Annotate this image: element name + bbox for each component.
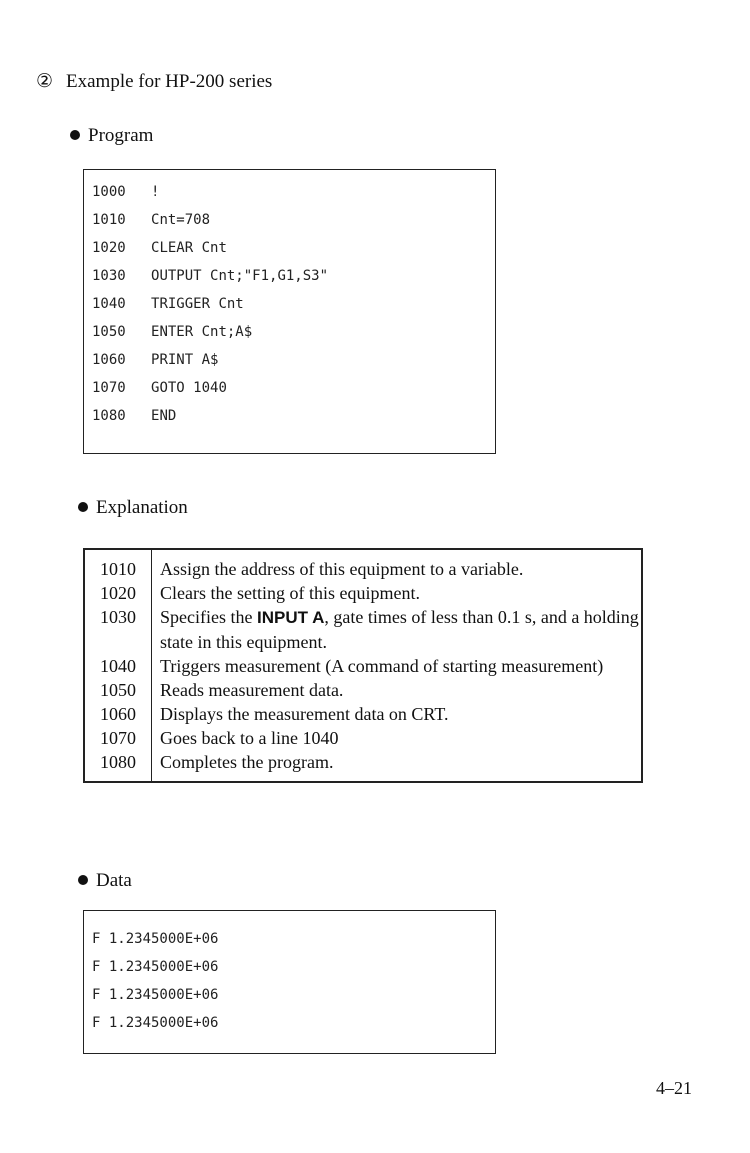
data-output (83, 910, 496, 1054)
line-code: ENTER Cnt;A$ (151, 324, 253, 340)
row-text (152, 605, 643, 654)
page-number: 4–21 (656, 1078, 692, 1098)
line-number: 1050 (92, 324, 126, 340)
line-code: Cnt=708 (151, 212, 211, 228)
data-line: F 1.2345000E+06 (92, 959, 219, 975)
row-text: Assign the address of this equipment to a variable. (160, 559, 524, 579)
explanation-label: Explanation (96, 497, 188, 518)
line-code: GOTO 1040 (151, 380, 227, 396)
bullet-icon (78, 875, 88, 885)
data-label: Data (96, 870, 132, 891)
program-heading (70, 125, 153, 147)
section-heading (36, 70, 272, 93)
bullet-icon (70, 130, 80, 140)
row-text: Triggers measurement (A command of starting measurement) (160, 656, 604, 676)
line-number: 1040 (92, 296, 126, 312)
table-row (84, 702, 642, 726)
row-text: Goes back to a line 1040 (160, 728, 339, 748)
row-text: Reads measurement data. (160, 680, 344, 700)
data-line: F 1.2345000E+06 (92, 931, 219, 947)
row-number: 1080 (84, 750, 152, 782)
data-heading (78, 870, 132, 892)
program-line (92, 324, 252, 340)
section-title: Example for HP-200 series (66, 71, 273, 92)
program-line (92, 352, 218, 368)
table-row (84, 581, 642, 605)
table-row (84, 654, 642, 678)
input-a-emphasis: INPUT A (256, 608, 325, 627)
row-text: Displays the measurement data on CRT. (160, 704, 449, 724)
table-row (84, 605, 642, 654)
line-code: TRIGGER Cnt (151, 296, 244, 312)
line-number: 1010 (92, 212, 126, 228)
row-number: 1020 (84, 581, 152, 605)
row-number: 1060 (84, 702, 152, 726)
program-line (92, 380, 227, 396)
row-number: 1040 (84, 654, 152, 678)
line-number: 1030 (92, 268, 126, 284)
line-code: OUTPUT Cnt;"F1,G1,S3" (151, 268, 329, 284)
row-text: Clears the setting of this equipment. (160, 583, 420, 603)
table-row (84, 678, 642, 702)
row-number: 1050 (84, 678, 152, 702)
program-line (92, 408, 176, 424)
explanation-heading (78, 497, 188, 519)
program-line (92, 296, 244, 312)
line-number: 1070 (92, 380, 126, 396)
line-code: CLEAR Cnt (151, 240, 227, 256)
section-number: ② (36, 71, 54, 92)
line-code: ! (151, 184, 160, 200)
line-number: 1020 (92, 240, 126, 256)
row-number: 1070 (84, 726, 152, 750)
table-row (84, 549, 642, 581)
row-number: 1010 (84, 549, 152, 581)
row-number: 1030 (84, 605, 152, 654)
row-text-before: Specifies the (160, 607, 257, 627)
table-row (84, 750, 642, 782)
program-line (92, 268, 328, 284)
line-code: PRINT A$ (151, 352, 219, 368)
program-listing (83, 169, 496, 454)
program-line (92, 212, 210, 228)
program-line (92, 240, 227, 256)
row-text: Completes the program. (160, 752, 334, 772)
line-number: 1060 (92, 352, 126, 368)
program-label: Program (88, 125, 154, 146)
data-line: F 1.2345000E+06 (92, 987, 219, 1003)
line-number: 1080 (92, 408, 126, 424)
explanation-table (83, 548, 643, 783)
program-line (92, 184, 159, 200)
bullet-icon (78, 502, 88, 512)
line-code: END (151, 408, 177, 424)
table-row (84, 726, 642, 750)
row-text-after: , gate times of less than 0.1 s, and a holding state in this equipment. (160, 607, 639, 652)
data-line: F 1.2345000E+06 (92, 1015, 219, 1031)
line-number: 1000 (92, 184, 126, 200)
